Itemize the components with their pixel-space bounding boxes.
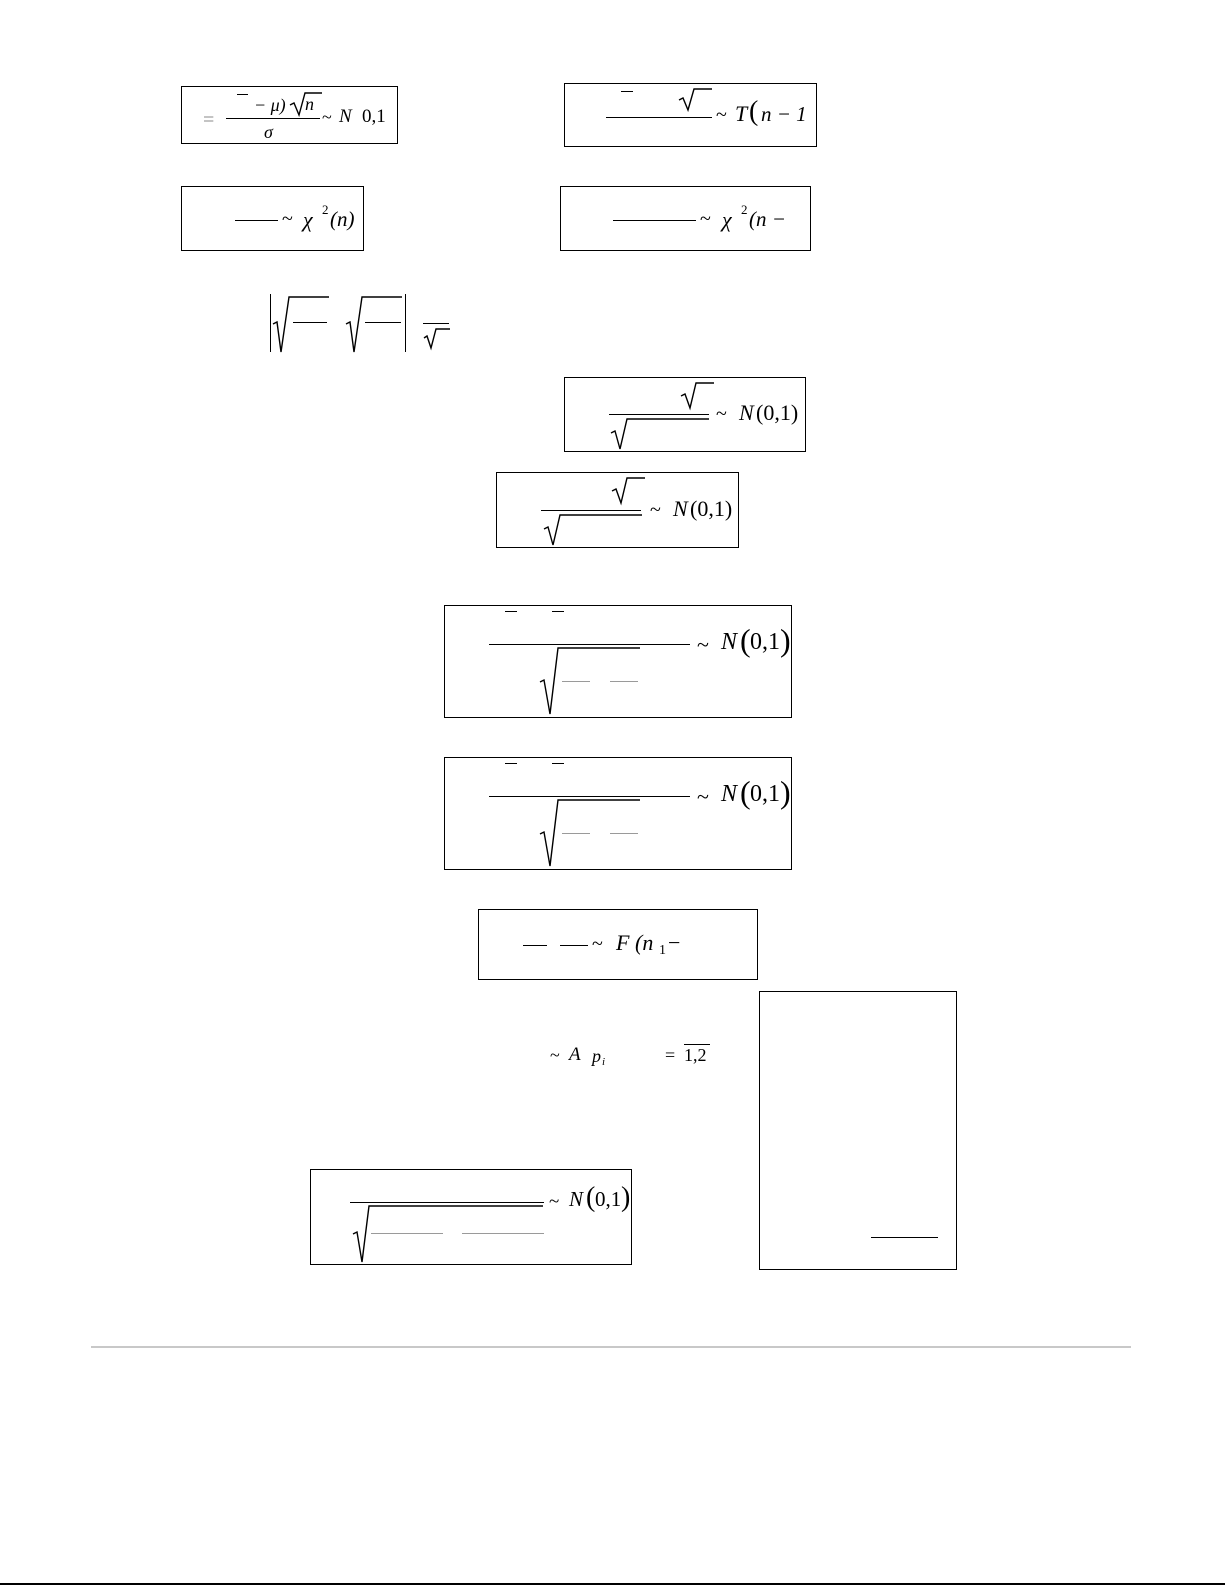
normal-args: 0,1: [750, 629, 780, 655]
formula-box-z-statistic: [181, 86, 398, 144]
chi-args: (n): [330, 207, 355, 231]
fraction-bar: [489, 796, 690, 797]
xbar-overline: [505, 763, 517, 764]
ybar-overline: [552, 611, 564, 612]
formula-box-t-statistic: [564, 83, 817, 147]
student-T: T: [735, 101, 748, 126]
paren-open: (: [740, 774, 751, 810]
sqrt-sign: [611, 417, 711, 451]
paren-close: ): [621, 1182, 631, 1213]
normal-args: 0,1: [595, 1187, 622, 1211]
fraction-bar: [871, 1237, 938, 1238]
formula-box-f-statistic: [478, 909, 758, 980]
sqrt-sign: [612, 477, 646, 505]
tilde: ~: [716, 403, 727, 425]
normal-N: N: [339, 106, 352, 127]
tilde: ~: [592, 933, 603, 955]
normal-N: N: [673, 496, 688, 521]
tilde: ~: [322, 107, 332, 127]
chi-symbol: χ: [303, 207, 313, 232]
sqrt-sign: [679, 88, 713, 112]
paren-open: (: [749, 96, 759, 127]
absolute-bar-right: [405, 294, 406, 352]
normal-N: N: [721, 629, 738, 655]
sqrt-sign: [681, 382, 715, 410]
paren-open: (: [740, 622, 751, 658]
sqrt-n: n: [305, 94, 314, 114]
sigma: σ: [264, 122, 273, 142]
fraction-bar: [235, 220, 278, 221]
inner-fraction-bar: [610, 833, 638, 834]
equals-sign: =: [665, 1045, 676, 1065]
prob-p: p: [592, 1046, 601, 1066]
tilde: ~: [550, 1045, 560, 1065]
page-divider: [91, 1346, 1131, 1348]
normal-N: N: [569, 1187, 584, 1211]
fraction-bar: [560, 945, 588, 946]
tilde: ~: [650, 499, 661, 521]
tilde: ~: [697, 632, 709, 657]
formula-box-two-sample-1: [444, 605, 792, 718]
normal-args: (0,1): [690, 496, 733, 521]
prob-p-subscript: i: [602, 1056, 606, 1068]
minus-mu: − μ): [254, 95, 286, 115]
chi-square-exponent: 2: [322, 202, 329, 217]
chi-square-exponent: 2: [741, 202, 748, 217]
tilde: ~: [700, 208, 711, 230]
fraction-bar: [293, 322, 327, 323]
sqrt-sign: [544, 513, 644, 547]
equals-sign: =: [203, 109, 215, 131]
xbar-overline: [621, 91, 633, 92]
formula-box-chi2-n: [181, 186, 364, 251]
fraction-bar: [541, 510, 641, 511]
sqrt-sign: [424, 328, 454, 350]
index-range: 1,2: [684, 1045, 707, 1065]
chi-symbol: χ: [722, 207, 732, 232]
formula-box-tall: [759, 991, 957, 1270]
formula-box-normal-1: [564, 377, 806, 452]
paren-close: ): [780, 622, 791, 658]
sqrt-sign: [353, 1204, 553, 1266]
fraction-bar: [226, 118, 320, 119]
normal-N: N: [739, 400, 754, 425]
fraction-bar: [606, 117, 712, 118]
unboxed-radical-expression: [260, 290, 460, 360]
formula-box-normal-2: [496, 472, 739, 548]
inner-fraction-bar: [562, 681, 590, 682]
sqrt-sign: [273, 294, 343, 354]
unboxed-distribution-expression: [548, 1040, 718, 1080]
normal-args: (0,1): [756, 400, 799, 425]
xbar-overline: [505, 611, 517, 612]
fisher-F: F: [616, 930, 630, 955]
fraction-bar: [423, 323, 449, 324]
fraction-bar: [489, 644, 690, 645]
f-arg-subscript: 1: [659, 943, 666, 958]
f-arg-minus: −: [668, 930, 681, 955]
tilde: ~: [697, 784, 709, 809]
paren-close: ): [780, 774, 791, 810]
inner-fraction-bar: [371, 1233, 443, 1234]
tilde: ~: [716, 104, 727, 126]
fraction-bar: [365, 322, 401, 323]
fraction-bar: [350, 1202, 544, 1203]
tilde: ~: [282, 208, 293, 230]
inner-fraction-bar: [610, 681, 638, 682]
xbar-overline: [237, 94, 248, 95]
f-arg-n: (n: [635, 930, 654, 955]
tilde: ~: [549, 1191, 560, 1212]
inner-fraction-bar: [462, 1233, 544, 1234]
t-args: n − 1: [761, 102, 807, 126]
normal-args: 0,1: [750, 781, 780, 807]
distribution-A: A: [569, 1044, 581, 1065]
formula-box-proportion-test: [310, 1169, 632, 1265]
fraction-bar: [609, 414, 709, 415]
paren-open: (: [586, 1182, 596, 1213]
inner-fraction-bar: [562, 833, 590, 834]
formula-box-two-sample-2: [444, 757, 792, 870]
normal-N: N: [721, 781, 738, 807]
chi-args: (n −: [749, 207, 786, 231]
fraction-bar: [613, 220, 696, 221]
normal-args: 0,1: [362, 106, 386, 127]
fraction-bar: [523, 945, 547, 946]
formula-box-chi2-n-minus: [560, 186, 811, 251]
ybar-overline: [552, 763, 564, 764]
absolute-bar-left: [270, 294, 271, 352]
